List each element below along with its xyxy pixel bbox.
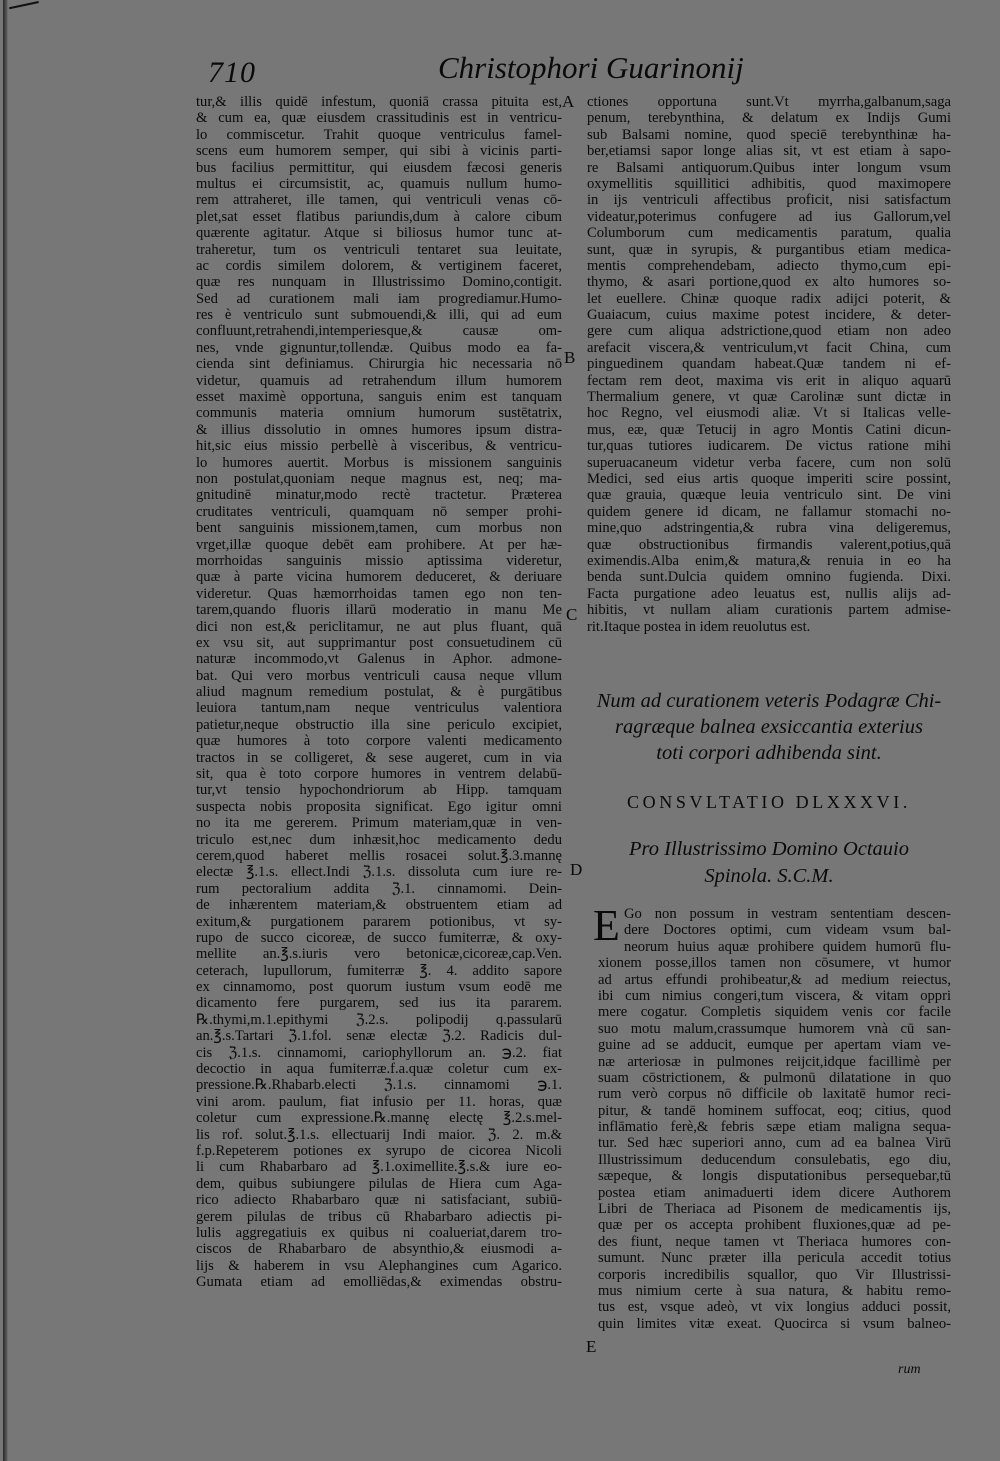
- text-line: an.℥.s.Tartari ℨ.1.fol. senæ electæ ℨ.2. Radicis dul-: [196, 1028, 562, 1045]
- text-line: Libri de Theriaca ad Pisonem de medicamentis ijs,: [598, 1201, 951, 1218]
- heading-line: toti corpori adhibenda sint.: [656, 742, 882, 764]
- text-line: tractos in se colligeret, & sese augeret, cum in via: [196, 749, 562, 766]
- text-line: cerem,quod haberet mellis rosacei solut.℥.3.mannę: [196, 847, 562, 864]
- text-line: rit.Itaque postea in idem reuolutus est.: [587, 618, 811, 635]
- text-line: Illustrissimum deducendum consulebatis, ego diu,: [598, 1151, 951, 1168]
- text-line: sub Balsami nomine, quod speciē terebynthinæ ha-: [587, 126, 951, 143]
- text-line: videretur. Quas hæmorrhoidas tamen ego non ten-: [196, 585, 562, 602]
- text-line: quæ humores à toto corpore valenti medicamento: [196, 733, 562, 750]
- text-line: pinguedinem quandam habeat.Quæ tandem ni ef-: [587, 356, 951, 373]
- text-line: let euellere. Chinæ quoque radix adijci poterit, &: [587, 290, 951, 307]
- text-line: neorum huius aquæ prohibere quidem humorū flu-: [624, 938, 951, 955]
- text-line: hit,sic eius missio perbellè à visceribus, & ventricu-: [196, 438, 562, 455]
- text-line: quidem genere id dicam, ne fallamur stomachi no-: [587, 503, 951, 520]
- text-line: gnitudinē minatur,modo rectè tractetur. Præterea: [196, 487, 562, 504]
- text-line: tur. Sed hæc superiori anno, cum ad ea balnea Virū: [598, 1135, 951, 1152]
- text-line: Gumata etiam ad emolliēdas,& eximendas obstru-: [196, 1274, 562, 1291]
- text-line: vini arom. paulum, fiat infusio per 11. horas, quæ: [196, 1093, 562, 1110]
- text-line: bus facilius permittitur, qui eiusdem fæcosi generis: [196, 159, 562, 176]
- heading-line: Num ad curationem veteris Podagræ Chi-: [596, 690, 942, 712]
- text-line: fectam rem deot, maxima vis erit in aliquo aquarū: [587, 372, 951, 389]
- catchword: rum: [898, 1362, 921, 1377]
- text-line: sit, qua è toto corpore humores in ventrem delabū-: [196, 766, 562, 783]
- text-line: electæ ℥.1.s. ellect.Indi ℨ.1.s. dissoluta cum iure re-: [196, 864, 562, 881]
- text-line: thymo, & asari portione,quod ex alto humores so-: [587, 274, 951, 291]
- page-spine-shadow: [3, 0, 8, 1461]
- text-line: Guaiacum, cuius maxime potest incidere, & deter-: [587, 307, 951, 324]
- text-line: plet,sat esset flatibus pariundis,dum à calore cibum: [196, 208, 562, 225]
- text-line: mere cogatur. Completis siquidem venis cor facile: [598, 1004, 951, 1021]
- text-line: corporis incredibilis squallor, quo Vir Illustrissi-: [598, 1266, 951, 1283]
- text-line: tus est, vsque adeò, vt vix longius adduci possit,: [598, 1299, 951, 1316]
- text-line: Go non possum in vestram sententiam descen-: [624, 906, 951, 922]
- text-line: mentis comprehendebam, adiecto thymo,cum epi-: [587, 257, 951, 274]
- text-line: coletur cum expressione.℞.mannę electę ℥.2.s.mel-: [196, 1110, 562, 1127]
- text-line: ibi cum nimius congeri,tum viscera, & vitam oppri: [598, 987, 951, 1004]
- consultatio-heading: CONSVLTATIO DLXXXVI.: [627, 792, 911, 812]
- text-line: ac cordis similem dolorem, & vertiginem faceret,: [196, 257, 562, 274]
- text-line: suam cōstrictionem, & pulmonū dilatatione in quo: [598, 1069, 951, 1086]
- text-line: sæpeque, & longis disputationibus persequebar,tū: [598, 1168, 951, 1185]
- text-line: mus, eæ, quæ Tetucij in agro Montis Catini dicun-: [587, 421, 951, 438]
- text-line: bent sanguinis missionem,tamen, cum morbus non: [196, 520, 562, 537]
- text-line: multus ei circumsistit, ac, quamuis nullum humo-: [196, 175, 562, 192]
- margin-letter-e: E: [586, 1337, 597, 1356]
- text-line: rum verò corpus nō difficile ob laxitatē humor reci-: [598, 1086, 951, 1103]
- text-line: lo commiscetur. Trahit quoque ventriculus famel-: [196, 126, 562, 143]
- text-line: Facta purgatione adeo leuatus est, nullis alijs ad-: [587, 585, 951, 602]
- text-line: quæ obstructionibus firmandis valerent,potius,quā: [587, 536, 951, 553]
- heading-line: Pro Illustrissimo Domino Octauio: [629, 838, 909, 860]
- text-line: guine ad se adducit, eumque per apertam viam ve-: [598, 1037, 951, 1054]
- text-line: gerem pilulas de tribus cū Rhabarbaro adiectis pi-: [196, 1208, 562, 1225]
- dedication: [587, 836, 951, 890]
- text-line: rupo de succo cicoreæ, de succo fumiterræ, & oxy-: [196, 929, 562, 946]
- text-line: penum, terebynthina, & delatum ex Indijs Gumi: [587, 110, 951, 127]
- text-line: exitum,& purgationem pararem potionibus, vt sy-: [196, 913, 562, 930]
- text-line: benda sunt.Dulcia quidem omnino fugienda. Dixi.: [587, 569, 951, 586]
- text-line: ber,etiamsi sapor longe alias sit, vt est etiam à sapo-: [587, 143, 951, 160]
- text-line: Thermalium genere, vt quæ Carolinæ sunt dictæ in: [587, 389, 951, 406]
- text-line: superuacaneum videtur verba facere, cum non solū: [587, 454, 951, 471]
- text-line: cienda sint definiamus. Chirurgia hic necessaria nō: [196, 356, 562, 373]
- text-line: dicamento fere purgarem, sed ius ita pararem.: [196, 995, 562, 1012]
- text-line: oxymellitis squillitici adhibitis, quod maximopere: [587, 175, 951, 192]
- heading-line: Spinola. S.C.M.: [704, 865, 834, 887]
- text-line: triculo est,nec dum inhæsit,hoc medicamento dedu: [196, 831, 562, 848]
- text-line: dere Doctores optimi, cum videam vsum bal-: [624, 922, 951, 939]
- text-line: quæ grauia, quæque leuia ventriculo sint. De vini: [587, 487, 951, 504]
- margin-letter-c: C: [566, 605, 578, 624]
- text-line: ex cinnamomo, post quorum iustum vsum eodē me: [196, 979, 562, 996]
- text-line: postea etiam animaduerti idem dicere Authorem: [598, 1184, 951, 1201]
- text-line: quæ res nunquam in Illustrissimo Domino,contigit.: [196, 274, 562, 291]
- text-line: ex vsu sit, aut supprimantur post consuetudinem cū: [196, 634, 562, 651]
- text-line: xionem posse,illos tamen non cōsumere, vt humor: [598, 955, 951, 972]
- text-line: cis ℨ.1.s. cinnamomi, cariophyllorum an. ℈.2. fiat: [196, 1044, 562, 1061]
- text-line: rem attraheret, ille tamen, qui ventriculi venas cō-: [196, 192, 562, 209]
- margin-letter-a: A: [562, 92, 575, 111]
- text-line: ℞.thymi,m.1.epithymi ℨ.2.s. polipodij q.passularū: [196, 1011, 562, 1028]
- text-line: dici non est,& periclitamur, ne aut plus fluant, quā: [196, 618, 562, 635]
- text-line: & illius dissolutio in omnes humores ipsum distra-: [196, 421, 562, 438]
- left-column: [196, 94, 562, 1291]
- text-line: videatur,poterimus confugere ad ius Gallorum,vel: [587, 208, 951, 225]
- text-line: pitur, & tandē hominem suffocat, eoq; citius, quod: [598, 1102, 951, 1119]
- text-line: & cum ea, quæ eiusdem crassitudinis est in ventricu-: [196, 110, 562, 127]
- text-line: ciscos de Rhabarbaro de absynthio,& eiusmodi a-: [196, 1241, 562, 1258]
- text-line: bat. Qui vero morbus ventriculi causa neque vllum: [196, 667, 562, 684]
- text-line: des fiunt, neque tamen vt Theriaca humores con-: [598, 1233, 951, 1250]
- text-line: nes, vnde gignuntur,tollendæ. Quibus modo ea fa-: [196, 339, 562, 356]
- text-line: pressione.℞.Rhabarb.electi ℨ.1.s. cinnamomi ℈.1.: [196, 1077, 562, 1094]
- text-line: mus nimium certe à sua natura, & habitu remo-: [598, 1282, 951, 1299]
- text-line: hoc Regno, vel eiusmodi aliæ. Vt si Italicas velle-: [587, 405, 951, 422]
- text-line: scens eum humorem semper, qui sibi à vicinis parti-: [196, 143, 562, 160]
- text-line: hibitis, vt nullam aliam curationis partem admise-: [587, 602, 951, 619]
- ink-mark: [9, 1, 41, 19]
- text-line: quæ à parte vicina humorem deduceret, & deriuare: [196, 569, 562, 586]
- text-line: mellite an.℥.s.iuris vero betonicæ,cicoreæ,cap.Ven.: [196, 946, 562, 963]
- text-line: ad artus effundi prohibeatur,& ad medium reiectus,: [598, 971, 951, 988]
- section-title: [587, 688, 951, 766]
- text-line: non postulat,quoniam neque magnus est, neq; ma-: [196, 470, 562, 487]
- text-line: f.p.Repeterem potiones ex syrupo de cicorea Nicoli: [196, 1143, 562, 1159]
- text-line: sunt, quæ in syrupis, & purgantibus etiam medica-: [587, 241, 951, 258]
- text-line: Sed ad curationem mali iam progrediamur.Humo-: [196, 290, 562, 307]
- text-line: videtur, quamuis ad retrahendum illum humorem: [196, 372, 562, 389]
- text-line: no ita me gererem. Primum materiam,quæ in ven-: [196, 815, 562, 832]
- text-line: traheretur, tum os ventriculi tentaret sua leuitate,: [196, 241, 562, 258]
- text-line: lijs & haberem in vsu Alephangines cum Agarico.: [196, 1257, 562, 1274]
- text-line: lis rof. solut.℥.1.s. ellectuarij Indi maior. ℨ. 2. m.&: [196, 1126, 562, 1143]
- text-line: cruditates ventriculi, quamquam nō semper prohi-: [196, 503, 562, 520]
- text-line: sumunt. Nunc præter illa pericula accedit totius: [598, 1250, 951, 1267]
- text-line: tur,& illis quidē infestum, quoniā crassa pituita est,: [196, 94, 562, 110]
- text-line: confluunt,retrahendi,intemperiesque,& causæ om-: [196, 323, 562, 340]
- text-line: re Balsami antiquorum.Quibus inter longum vsum: [587, 159, 951, 176]
- text-line: de inhærentem materiam,& obstruentem etiam ad: [196, 897, 562, 914]
- text-line: gere cum aliqua adstrictione,quod etiam non adeo: [587, 323, 951, 340]
- text-line: ctiones opportuna sunt.Vt myrrha,galbanum,saga: [587, 94, 951, 110]
- text-line: suspecta nobis proposita significat. Ego igitur omni: [196, 798, 562, 815]
- margin-letter-d: D: [570, 860, 583, 879]
- text-line: eximendis.Alba enim,& matura,& renuia in eo ha: [587, 552, 951, 569]
- text-line: vrget,illæ quoque debēt eam prohibere. At per hæ-: [196, 536, 562, 553]
- text-line: aliud magnum remedium postulat, & è purgātibus: [196, 684, 562, 701]
- page-number: 710: [208, 56, 256, 89]
- text-line: lulis aggregatiuis ex quibus ni coalueriat,darem tro-: [196, 1224, 562, 1241]
- text-line: tur,vt tensio hypochondriorum ab Hipp. tamquam: [196, 782, 562, 799]
- text-line: inflāmatio ferè,& febris sæpe etiam maligna sequa-: [598, 1119, 951, 1136]
- text-line: communis materia omnium humorum sustētatrix,: [196, 405, 562, 422]
- text-line: quærente agitatur. Atque si biliosus humor tunc at-: [196, 225, 562, 242]
- drop-cap: E: [593, 901, 620, 950]
- text-line: tur,quas tutiores iudicarem. De victus ratione mihi: [587, 438, 951, 455]
- text-line: ceterach, lupullorum, fumiterræ ℥. 4. addito sapore: [196, 962, 562, 979]
- text-line: arefacit viscera,& ventriculum,vt facit China, cum: [587, 339, 951, 356]
- heading-line: ragræque balnea exsiccantia exterius: [614, 716, 923, 738]
- text-line: morrhoidas sanguinis missio aptissima videretur,: [196, 552, 562, 569]
- margin-letter-b: B: [564, 348, 576, 367]
- text-line: rum pectoralium addita ℨ.1. cinnamomi. Dein-: [196, 880, 562, 897]
- text-line: Columborum cum medicamentis paratum, qualia: [587, 225, 951, 242]
- text-line: quæ per os accepta prohibent fluxiones,quæ ad pe-: [598, 1217, 951, 1234]
- text-line: li cum Rhabarbaro ad ℥.1.oximellite.℥.s.& iure eo-: [196, 1159, 562, 1176]
- text-line: næ arteriosæ in pulmones reijcit,idque facillimè per: [598, 1053, 951, 1070]
- text-line: decoctio in aqua fumiterræ.f.a.quæ coletur cum ex-: [196, 1061, 562, 1078]
- running-head: Christophori Guarinonij: [438, 50, 744, 85]
- text-line: quin limites vitæ exeat. Quocirca si vsum balneo-: [598, 1315, 951, 1332]
- text-line: esset maximè opportuna, sanguis enim est tanquam: [196, 389, 562, 406]
- right-column-bottom: [598, 906, 951, 1332]
- text-line: tarem,quando fluoris illarū moderatio in manu Me: [196, 602, 562, 619]
- text-line: in ijs ventriculi affectibus proficit, nisi satisfactum: [587, 192, 951, 209]
- right-column-top: [587, 94, 951, 635]
- text-line: res è ventriculo sunt submouendi,& illi, qui ad eum: [196, 307, 562, 324]
- text-line: rico adiecto Rhabarbaro quæ ni satisfaciant, subiū-: [196, 1192, 562, 1209]
- text-line: mine,quo adstringentia,& rubra vina deligeremus,: [587, 520, 951, 537]
- text-line: leuiora tantum,nam neque ventriculus valentiora: [196, 700, 562, 717]
- text-line: lo humores auertit. Morbus is missionem sanguinis: [196, 454, 562, 471]
- text-line: suo motu malum,crassumque humorem vnà cū san-: [598, 1020, 951, 1037]
- text-line: patietur,neque obstructio illa sine periculo excipiet,: [196, 716, 562, 733]
- text-line: Medici, sed eius artis quoque imperiti scire possint,: [587, 470, 951, 487]
- text-line: dem, quibus subiungere pilulas de Hiera cum Aga-: [196, 1175, 562, 1192]
- text-line: naturæ incommodo,vt Galenus in Aphor. admone-: [196, 651, 562, 668]
